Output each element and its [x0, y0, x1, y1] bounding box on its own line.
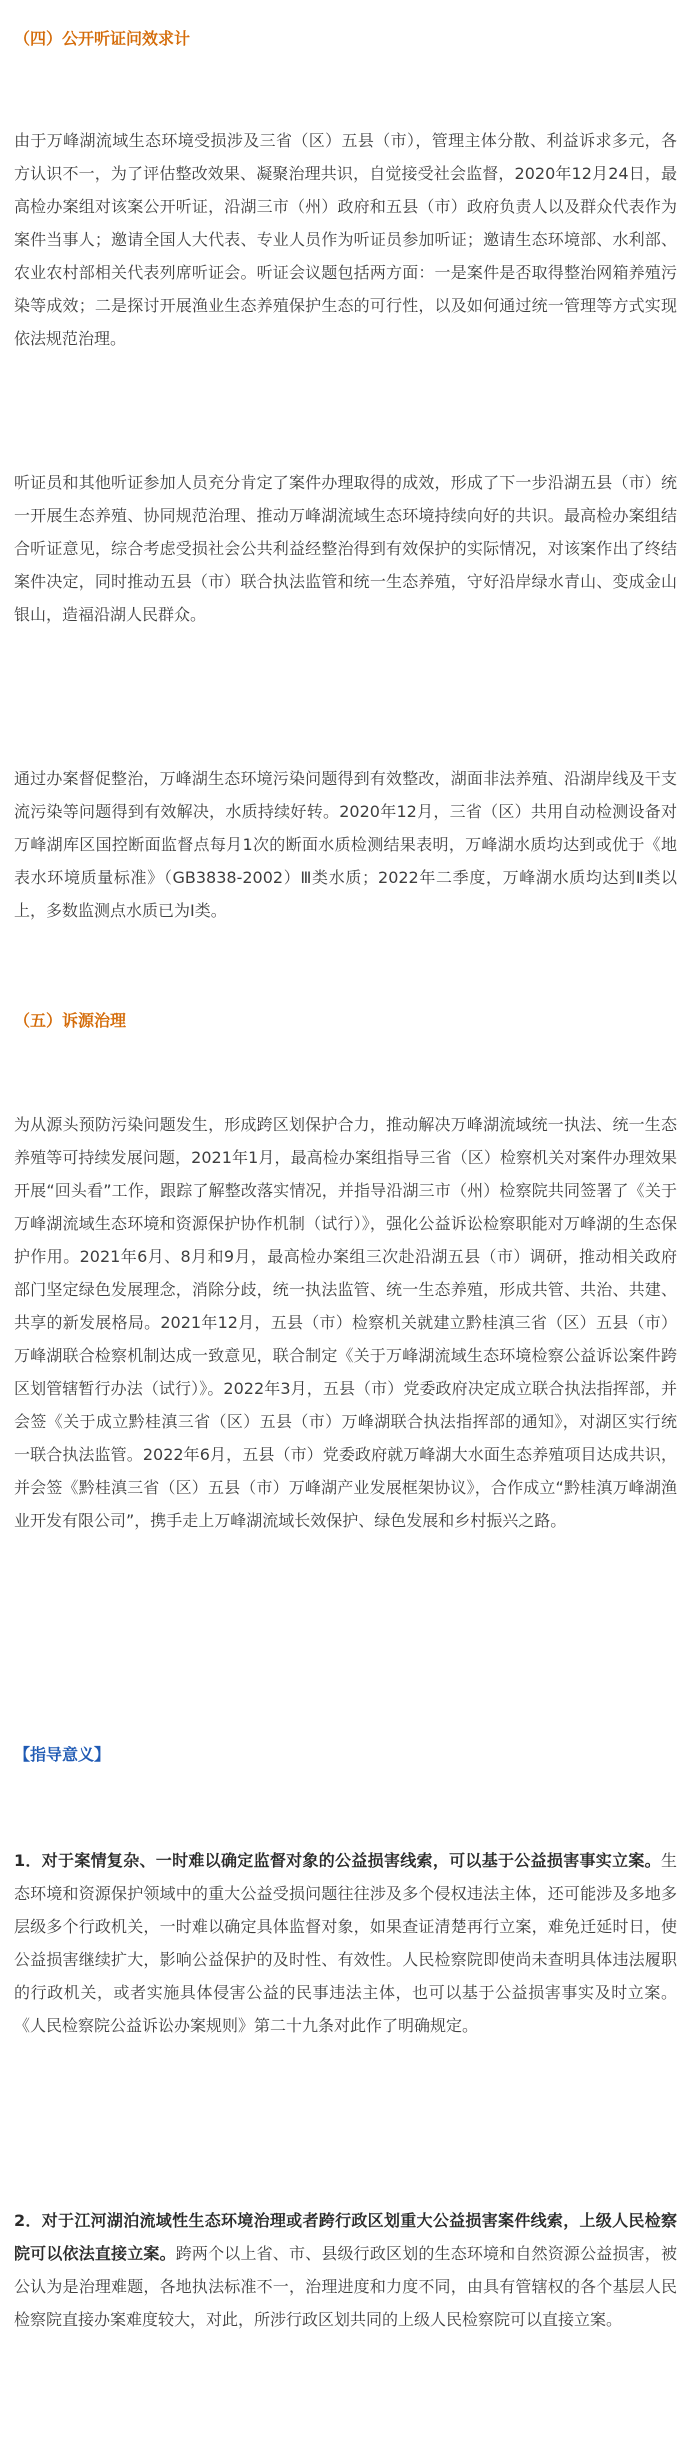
guidance-item-2: [0, 2204, 691, 2336]
section-4-paragraph-hearing: 由于万峰湖流域生态环境受损涉及三省（区）五县（市），管理主体分散、利益诉求多元，各方认识不一，为了评估整改效果、凝聚治理共识，自觉接受社会监督，2020年12月24日，最高检办案组对该案公开听证，沿湖三市（州）政府和五县（市）政府负责人以及群众代表作为案件当事人；邀请全国人大代表、专业人员作为听证员参加听证；邀请生态环境部、水利部、农业农村部相关代表列席听证会。听证会议题包括两方面：一是案件是否取得整治网箱养殖污染等成效；二是探讨开展渔业生态养殖保护生态的可行性，以及如何通过统一管理等方式实现依法规范治理。: [14, 131, 677, 348]
guidance-heading: 【指导意义】: [14, 1745, 111, 1764]
section-5-paragraph-source-governance: 为从源头预防污染问题发生，形成跨区划保护合力，推动解决万峰湖流域统一执法、统一生态养殖等可持续发展问题，2021年1月，最高检办案组指导三省（区）检察机关对案件办理效果开展“回头看”工作，跟踪了解整改落实情况，并指导沿湖三市（州）检察院共同签署了《关于万峰湖流域生态环境和资源保护协作机制（试行）》，强化公益诉讼检察职能对万峰湖的生态保护作用。2021年6月、8月和9月，最高检办案组三次赴沿湖五县（市）调研，推动相关政府部门坚定绿色发展理念，消除分歧，统一执法监管、统一生态养殖，形成共管、共治、共建、共享的新发展格局。2021年12月，五县（市）检察机关就建立黔桂滇三省（区）五县（市）万峰湖联合检察机制达成一致意见，联合制定《关于万峰湖流域生态环境检察公益诉讼案件跨区划管辖暂行办法（试行）》。2022年3月，五县（市）党委政府决定成立联合执法指挥部，并会签《关于成立黔桂滇三省（区）五县（市）万峰湖联合执法指挥部的通知》，对湖区实行统一联合执法监管。2022年6月，五县（市）党委政府就万峰湖大水面生态养殖项目达成共识，并会签《黔桂滇三省（区）五县（市）万峰湖产业发展框架协议》，合作成立“黔桂滇万峰湖渔业开发有限公司”，携手走上万峰湖流域长效保护、绿色发展和乡村振兴之路。: [14, 1115, 677, 1530]
guidance-item-2-body: 跨两个以上省、市、县级行政区划的生态环境和自然资源公益损害，被公认为是治理难题，各地执法标准不一，治理进度和力度不同，由具有管辖权的各个基层人民检察院直接办案难度较大，对此，所涉行政区划共同的上级人民检察院可以直接立案。: [14, 2244, 677, 2329]
guidance-item-1-body: 生态环境和资源保护领域中的重大公益受损问题往往涉及多个侵权违法主体，还可能涉及多地多层级多个行政机关，一时难以确定具体监督对象，如果查证清楚再行立案，难免迁延时日，使公益损害继续扩大，影响公益保护的及时性、有效性。人民检察院即使尚未查明具体违法履职的行政机关，或者实施具体侵害公益的民事违法主体，也可以基于公益损害事实及时立案。《人民检察院公益诉讼办案规则》第二十九条对此作了明确规定。: [14, 1851, 677, 2035]
guidance-item-1: [0, 1844, 691, 2042]
section-4-paragraph-consensus: 听证员和其他听证参加人员充分肯定了案件办理取得的成效，形成了下一步沿湖五县（市）统一开展生态养殖、协同规范治理、推动万峰湖流域生态环境持续向好的共识。最高检办案组结合听证意见，综合考虑受损社会公共利益经整治得到有效保护的实际情况，对该案作出了终结案件决定，同时推动五县（市）联合执法监管和统一生态养殖，守好沿岸绿水青山、变成金山银山，造福沿湖人民群众。: [14, 473, 677, 624]
guidance-item-2-lead: 2．对于江河湖泊流域性生态环境治理或者跨行政区划重大公益损害案件线索，上级人民检察院可以依法直接立案。: [14, 2211, 677, 2263]
section-4-heading: （四）公开听证问效求计: [14, 29, 191, 48]
section-5-heading: （五）诉源治理: [14, 1011, 127, 1030]
guidance-item-1-lead: 1．对于案情复杂、一时难以确定监督对象的公益损害线索，可以基于公益损害事实立案。: [14, 1851, 661, 1870]
section-4-paragraph-water-quality: 通过办案督促整治，万峰湖生态环境污染问题得到有效整改，湖面非法养殖、沿湖岸线及干支流污染等问题得到有效解决，水质持续好转。2020年12月，三省（区）共用自动检测设备对万峰湖库区国控断面监督点每月1次的断面水质检测结果表明，万峰湖水质均达到或优于《地表水环境质量标准》（GB3838-2002）Ⅲ类水质；2022年二季度，万峰湖水质均达到Ⅱ类以上，多数监测点水质已为Ⅰ类。: [14, 769, 677, 920]
